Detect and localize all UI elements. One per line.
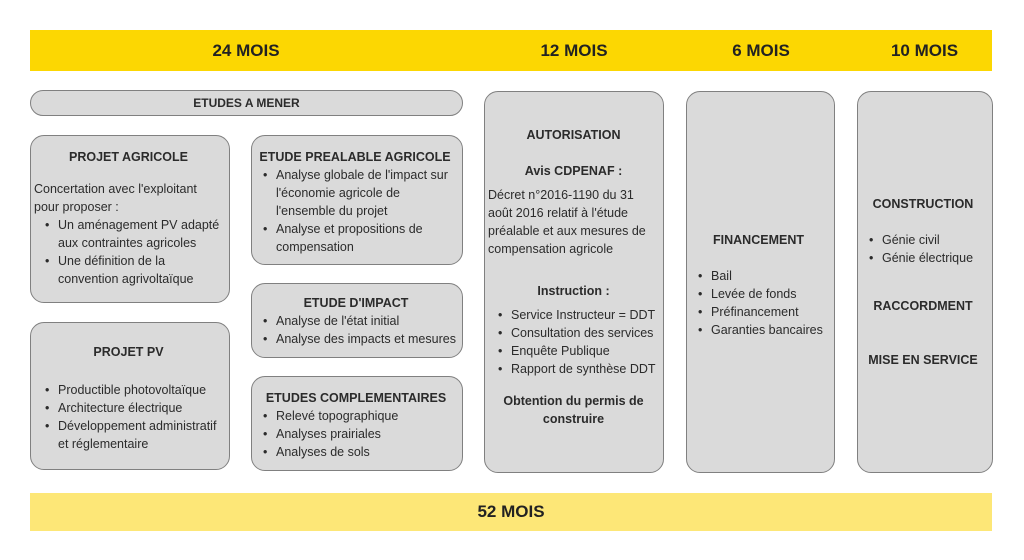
etude-prealable-box bbox=[251, 135, 463, 265]
autorisation-conclusion: Obtention du permis de construire bbox=[503, 394, 644, 426]
financement-box bbox=[686, 91, 835, 473]
list-item: • Levée de fonds bbox=[711, 285, 830, 303]
mise-en-service-title: MISE EN SERVICE bbox=[868, 353, 978, 367]
etudes-header-label: ETUDES A MENER bbox=[193, 96, 300, 110]
financement-list bbox=[687, 267, 830, 339]
projet-pv-box bbox=[30, 322, 230, 470]
list-item: • Génie civil bbox=[882, 231, 988, 249]
etude-prealable-list bbox=[252, 166, 458, 256]
list-item: • Rapport de synthèse DDT bbox=[511, 360, 659, 378]
instruction-title: Instruction : bbox=[537, 284, 610, 298]
projet-agricole-box bbox=[30, 135, 230, 303]
etudes-complementaires-list bbox=[252, 407, 460, 461]
list-item: • Consultation des services bbox=[511, 324, 659, 342]
etude-impact-title: ETUDE D'IMPACT bbox=[303, 296, 409, 310]
instruction-list bbox=[488, 306, 659, 378]
etudes-header bbox=[30, 90, 463, 116]
projet-pv-list bbox=[34, 381, 223, 453]
duration-phase2: 12 MOIS bbox=[540, 40, 608, 60]
list-item: • Un aménagement PV adapté aux contraintes agricoles bbox=[58, 216, 223, 252]
autorisation-subtitle: Avis CDPENAF : bbox=[524, 164, 623, 178]
duration-phase4: 10 MOIS bbox=[890, 40, 959, 60]
duration-total: 52 MOIS bbox=[477, 502, 545, 521]
list-item: • Analyses de sols bbox=[276, 443, 460, 461]
list-item: • Garanties bancaires bbox=[711, 321, 830, 339]
etudes-complementaires-title: ETUDES COMPLEMENTAIRES bbox=[265, 391, 447, 405]
list-item: • Préfinancement bbox=[711, 303, 830, 321]
duration-phase3: 6 MOIS bbox=[732, 40, 790, 60]
autorisation-box bbox=[484, 91, 664, 473]
financement-title: FINANCEMENT bbox=[713, 233, 804, 247]
etude-impact-list bbox=[252, 312, 460, 348]
list-item: • Analyses prairiales bbox=[276, 425, 460, 443]
list-item: • Analyse et propositions de compensation bbox=[276, 220, 458, 256]
etudes-complementaires-box bbox=[251, 376, 463, 471]
projet-agricole-title: PROJET AGRICOLE bbox=[69, 150, 188, 164]
projet-agricole-list bbox=[34, 216, 223, 288]
total-duration-band bbox=[30, 493, 992, 531]
list-item: • Analyse globale de l'impact sur l'économie agricole de l'ensemble du projet bbox=[276, 166, 458, 220]
construction-box bbox=[857, 91, 993, 473]
projet-agricole-intro: Concertation avec l'exploitant pour proposer : bbox=[34, 182, 197, 214]
duration-band bbox=[30, 30, 992, 71]
list-item: • Architecture électrique bbox=[58, 399, 223, 417]
autorisation-decret: Décret n°2016-1190 du 31 août 2016 relatif à l'étude préalable et aux mesures de compensation agricole bbox=[488, 188, 646, 256]
list-item: • Une définition de la convention agrivoltaïque bbox=[58, 252, 223, 288]
list-item: • Analyse des impacts et mesures bbox=[276, 330, 460, 348]
list-item: • Bail bbox=[711, 267, 830, 285]
list-item: • Développement administratif et réglementaire bbox=[58, 417, 223, 453]
duration-phase1: 24 MOIS bbox=[212, 40, 280, 60]
etude-impact-box bbox=[251, 283, 463, 358]
raccordement-title: RACCORDMENT bbox=[873, 299, 973, 313]
list-item: • Productible photovoltaïque bbox=[58, 381, 223, 399]
list-item: • Relevé topographique bbox=[276, 407, 460, 425]
list-item: • Analyse de l'état initial bbox=[276, 312, 460, 330]
list-item: • Génie électrique bbox=[882, 249, 988, 267]
construction-list bbox=[858, 231, 988, 267]
list-item: • Service Instructeur = DDT bbox=[511, 306, 659, 324]
list-item: • Enquête Publique bbox=[511, 342, 659, 360]
construction-title: CONSTRUCTION bbox=[872, 197, 974, 211]
etude-prealable-title: ETUDE PREALABLE AGRICOLE bbox=[259, 150, 451, 164]
autorisation-title: AUTORISATION bbox=[526, 128, 621, 142]
projet-pv-title: PROJET PV bbox=[93, 345, 164, 359]
